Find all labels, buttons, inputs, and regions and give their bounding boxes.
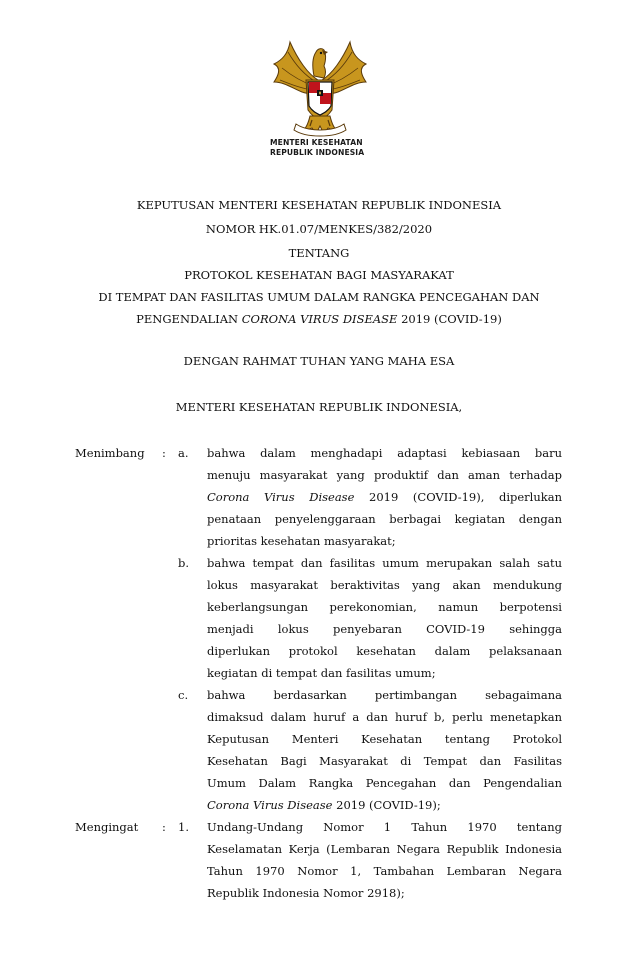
- italic-term: Corona Virus Disease: [207, 798, 333, 812]
- emblem-caption-line1: MENTERI KESEHATAN: [270, 138, 363, 147]
- item-a-line3: [207, 490, 562, 506]
- mengingat-label: Mengingat: [75, 820, 139, 834]
- item-marker-b: b.: [178, 556, 190, 570]
- item-marker-1: 1.: [178, 820, 189, 834]
- item-b-line5: diperlukan protokol kesehatan dalam pelaksanaan: [207, 644, 562, 658]
- item-a-line5: prioritas kesehatan masyarakat;: [207, 534, 396, 548]
- item-1-line1: Undang-Undang Nomor 1 Tahun 1970 tentang: [207, 820, 562, 834]
- decree-tentang: TENTANG: [288, 246, 350, 260]
- item-1-line4: Republik Indonesia Nomor 2918);: [207, 886, 405, 900]
- item-a-line2: menuju masyarakat yang produktif dan aman terhadap: [207, 468, 562, 482]
- decree-subject-line2: DI TEMPAT DAN FASILITAS UMUM DALAM RANGKA PENCEGAHAN DAN: [98, 290, 540, 304]
- item-c-line5: Umum Dalam Rangka Pencegahan dan Pengendalian: [207, 776, 562, 790]
- item-b-line3: keberlangsungan perekonomian, namun berpotensi: [207, 600, 562, 614]
- item-1-line3: Tahun 1970 Nomor 1, Tambahan Lembaran Negara: [207, 864, 562, 878]
- item-c-line6: [207, 798, 562, 812]
- minister-line: MENTERI KESEHATAN REPUBLIK INDONESIA,: [175, 400, 463, 414]
- item-c-line3: Keputusan Menteri Kesehatan tentang Protokol: [207, 732, 562, 746]
- line-text: 2019 (COVID-19), diperlukan: [354, 490, 562, 504]
- emblem-caption: [270, 138, 374, 158]
- item-c-line4: Kesehatan Bagi Masyarakat di Tempat dan Fasilitas: [207, 754, 562, 768]
- emblem-caption-line2: REPUBLIK INDONESIA: [270, 148, 365, 157]
- item-1-line2: Keselamatan Kerja (Lembaran Negara Republik Indonesia: [207, 842, 562, 856]
- italic-term: Corona Virus Disease: [207, 490, 355, 504]
- decree-subject-line1: PROTOKOL KESEHATAN BAGI MASYARAKAT: [184, 268, 454, 282]
- item-c-line1: bahwa berdasarkan pertimbangan sebagaimana: [207, 688, 562, 702]
- item-b-line1: bahwa tempat dan fasilitas umum merupakan salah satu: [207, 556, 562, 570]
- item-c-line2: dimaksud dalam huruf a dan huruf b, perlu menetapkan: [207, 710, 562, 724]
- subject-text: PENGENDALIAN: [136, 312, 242, 326]
- item-a-line4: penataan penyelenggaraan berbagai kegiatan dengan: [207, 512, 562, 526]
- decree-title: KEPUTUSAN MENTERI KESEHATAN REPUBLIK INDONESIA: [136, 198, 502, 212]
- item-a-line1: bahwa dalam menghadapi adaptasi kebiasaan baru: [207, 446, 562, 460]
- decree-subject-line3: [0, 312, 638, 326]
- item-marker-c: c.: [178, 688, 189, 702]
- item-marker-a: a.: [178, 446, 189, 460]
- decree-number: NOMOR HK.01.07/MENKES/382/2020: [205, 222, 433, 236]
- menimbang-label: Menimbang: [75, 446, 145, 460]
- item-b-line2: lokus masyarakat beraktivitas yang akan mendukung: [207, 578, 562, 592]
- blessing-line: DENGAN RAHMAT TUHAN YANG MAHA ESA: [183, 354, 455, 368]
- mengingat-colon: :: [162, 820, 166, 834]
- menimbang-colon: :: [162, 446, 166, 460]
- item-b-line6: kegiatan di tempat dan fasilitas umum;: [207, 666, 436, 680]
- subject-text-end: 2019 (COVID-19): [397, 312, 502, 326]
- line-text: 2019 (COVID-19);: [332, 798, 441, 812]
- garuda-emblem-graphic: [268, 36, 372, 140]
- item-b-line4: menjadi lokus penyebaran COVID-19 sehingga: [207, 622, 562, 636]
- subject-italic: CORONA VIRUS DISEASE: [241, 312, 398, 326]
